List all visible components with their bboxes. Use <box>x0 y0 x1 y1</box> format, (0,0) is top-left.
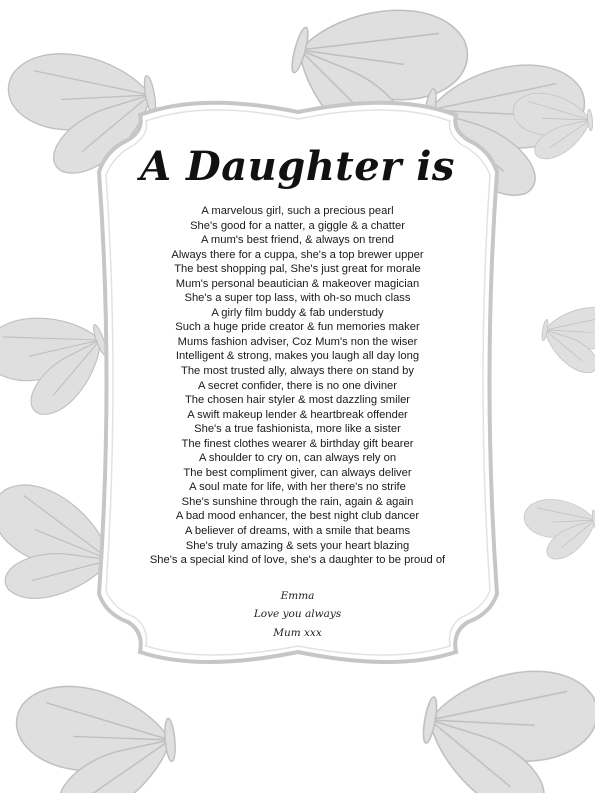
signoff-from: Mum xxx <box>273 626 322 639</box>
poem-line: Such a huge pride creator & fun memories maker <box>175 321 420 334</box>
poem-body <box>120 204 475 568</box>
poem-card <box>120 140 475 642</box>
poem-line: She's good for a natter, a giggle & a chatter <box>190 219 405 232</box>
poem-line: Intelligent & strong, makes you laugh all day long <box>175 350 420 363</box>
poem-line: Mum's personal beautician & makeover magician <box>175 277 420 290</box>
poem-line: A marvelous girl, such a precious pearl <box>201 205 394 217</box>
poem-line: She's a super top lass, with oh-so much class <box>184 292 411 305</box>
signoff <box>120 587 475 643</box>
poem-line: Always there for a cuppa, she's a top brewer upper <box>171 248 424 261</box>
poem-line: She's sunshine through the rain, again & again <box>181 495 414 508</box>
poem-line: Mums fashion adviser, Coz Mum's non the wiser <box>177 335 418 348</box>
poem-line: The chosen hair styler & most dazzling smiler <box>184 394 411 407</box>
poem-line: A believer of dreams, with a smile that beams <box>184 525 411 538</box>
poem-line: She's truly amazing & sets your heart blazing <box>185 539 410 552</box>
poem-line: She's a special kind of love, she's a daughter to be proud of <box>149 554 446 567</box>
page-title: A Daughter is <box>140 143 455 190</box>
signoff-name: Emma <box>280 589 315 602</box>
poem-line: The finest clothes wearer & birthday gift bearer <box>181 437 414 450</box>
poem-line: A mum's best friend, & always on trend <box>200 234 395 247</box>
poem-line: She's a true fashionista, more like a sister <box>194 423 401 436</box>
poem-line: The best compliment giver, can always deliver <box>183 466 412 479</box>
poem-line: A shoulder to cry on, can always rely on <box>198 452 397 465</box>
poem-line: The best shopping pal, She's just great for morale <box>174 263 421 276</box>
poem-line: The most trusted ally, always there on stand by <box>181 365 414 378</box>
poem-line: A bad mood enhancer, the best night club dancer <box>175 510 420 523</box>
poem-line: A soul mate for life, with her there's no strife <box>189 481 406 494</box>
signoff-message: Love you always <box>253 608 342 621</box>
poem-line: A secret confider, there is no one diviner <box>197 379 397 392</box>
poem-line: A girly film buddy & fab understudy <box>211 306 384 319</box>
poem-line: A swift makeup lender & heartbreak offender <box>187 408 408 421</box>
